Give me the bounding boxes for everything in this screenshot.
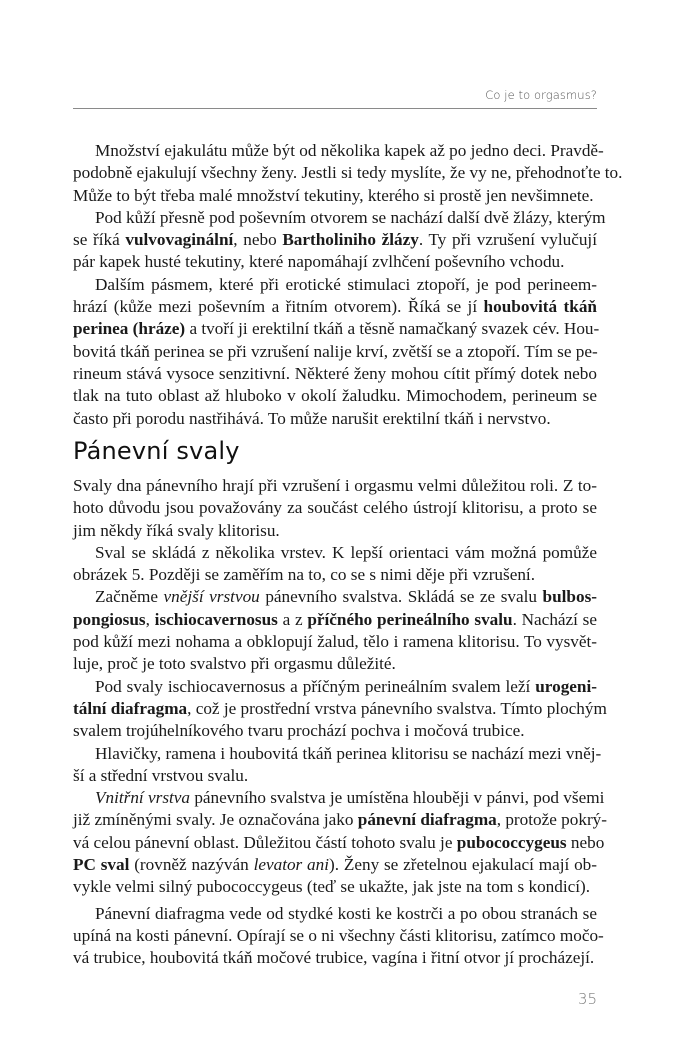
text-run: pár kapek husté tekutiny, které napomáhají zvlhčení poševního vchodu. bbox=[73, 252, 565, 272]
body-text-pelvic-muscles bbox=[73, 475, 607, 970]
text-run: hoto důvodu jsou považovány za součást celého ústrojí klitorisu, a proto se bbox=[73, 498, 597, 518]
text-line bbox=[73, 274, 597, 296]
paragraph bbox=[73, 787, 607, 898]
text-run: a tvoří ji erektilní tkáň a těsně namačkaný svazek cév. Hou- bbox=[185, 319, 600, 339]
text-line bbox=[73, 475, 597, 497]
text-line bbox=[73, 497, 597, 519]
text-line bbox=[73, 520, 597, 542]
page-number: 35 bbox=[577, 990, 597, 1008]
bold-term: příčného perineálního svalu bbox=[307, 609, 513, 629]
text-line bbox=[73, 832, 605, 854]
text-run: , nebo bbox=[233, 230, 283, 250]
text-run: . Nachází se bbox=[512, 609, 597, 629]
text-run: luje, proč je toto svalstvo při orgasmu důležité. bbox=[73, 654, 396, 674]
bold-term: pubococcygeus bbox=[456, 832, 567, 852]
paragraph bbox=[73, 542, 597, 587]
text-run: pánevního svalstva je umístěna hlouběji v pánvi, pod všemi bbox=[190, 788, 605, 808]
paragraph bbox=[73, 207, 606, 274]
text-run: Pod svaly ischiocavernosus a příčným perineálním svalem leží bbox=[95, 676, 536, 696]
text-run: svalem trojúhelníkového tvaru prochází pochva i močová trubice. bbox=[73, 721, 525, 741]
body-text-intro bbox=[73, 140, 623, 430]
text-line bbox=[73, 809, 607, 831]
text-run: , což je prostřední vrstva pánevního svalstva. Tímto plochým bbox=[187, 698, 607, 718]
paragraph bbox=[73, 903, 604, 970]
text-line bbox=[73, 140, 604, 162]
text-line bbox=[73, 363, 597, 385]
bold-term: Bartholiniho žlázy bbox=[282, 230, 419, 250]
text-line bbox=[73, 251, 597, 273]
bold-term: pongiosus bbox=[73, 609, 146, 629]
text-line bbox=[73, 765, 597, 787]
text-run: vykle velmi silný pubococcygeus (teď se ukažte, jak jste na tom s kondicí). bbox=[73, 877, 591, 897]
text-line bbox=[73, 207, 606, 229]
text-line bbox=[73, 162, 623, 184]
text-run: často při porodu nastřihává. To může narušit erektilní tkáň i nervstvo. bbox=[73, 408, 551, 428]
text-line bbox=[73, 653, 597, 675]
bold-term: vulvovaginální bbox=[125, 230, 234, 250]
text-line bbox=[73, 876, 597, 898]
text-run: rineum stává vysoce senzitivní. Některé ženy mohou cítit přímý dotek nebo bbox=[73, 363, 597, 383]
paragraph bbox=[73, 743, 602, 788]
text-line bbox=[73, 743, 602, 765]
text-run: pánevního svalstva. Skládá se ze svalu bbox=[259, 587, 543, 607]
text-run: se říká bbox=[73, 230, 126, 250]
italic-term: Vnitřní vrstva bbox=[95, 788, 191, 808]
text-run: . Ty při vzrušení vylučují bbox=[418, 230, 597, 250]
text-line bbox=[73, 296, 597, 318]
text-run: Pánevní diafragma vede od stydké kosti ke kostrči a po obou stranách se bbox=[95, 903, 597, 923]
text-line bbox=[73, 698, 607, 720]
text-run: upíná na kosti pánevní. Opírají se o ni všechny části klitorisu, zatímco močo- bbox=[73, 925, 604, 945]
paragraph bbox=[73, 274, 600, 430]
text-run: jim někdy říká svaly klitorisu. bbox=[73, 520, 280, 540]
text-run: vá celou pánevní oblast. Důležitou částí tohoto svalu je bbox=[73, 832, 457, 852]
text-run: hrází (kůže mezi poševním a řitním otvorem). Říká se jí bbox=[73, 297, 484, 317]
text-run: pod kůží mezi nohama a obklopují žalud, tělo i ramena klitorisu. To vysvět- bbox=[73, 632, 597, 652]
text-run: , bbox=[145, 609, 155, 629]
text-line bbox=[73, 564, 597, 586]
running-header bbox=[73, 86, 597, 109]
text-line bbox=[73, 947, 597, 969]
text-line bbox=[73, 676, 597, 698]
text-line bbox=[73, 854, 597, 876]
text-run: Množství ejakulátu může být od několika kapek až po jedno deci. Pravdě- bbox=[95, 141, 604, 160]
bold-term: pánevní diafragma bbox=[357, 810, 497, 830]
section-heading: Pánevní svaly bbox=[73, 437, 240, 465]
text-line bbox=[73, 318, 600, 340]
text-run: Může to být třeba malé množství tekutiny, kterého si prostě jen nevšimnete. bbox=[73, 185, 594, 205]
paragraph bbox=[73, 586, 597, 675]
bold-term: tální diafragma bbox=[73, 698, 188, 718]
text-run: Začněme bbox=[95, 587, 164, 607]
text-line bbox=[73, 925, 604, 947]
text-run: bovitá tkáň perinea se při vzrušení nalije krví, zvětší se a ztopoří. Tím se pe- bbox=[73, 341, 598, 361]
italic-term: levator ani bbox=[253, 855, 330, 875]
text-line bbox=[73, 542, 597, 564]
text-run: Dalším pásmem, které při erotické stimulaci ztopoří, je pod perineem- bbox=[95, 274, 597, 294]
text-line bbox=[73, 408, 597, 430]
text-run: vá trubice, houbovitá tkáň močové trubice, vagína i řitní otvor jí procházejí. bbox=[73, 948, 595, 968]
paragraph bbox=[73, 475, 597, 542]
text-run: Pod kůží přesně pod poševním otvorem se nachází další dvě žlázy, kterým bbox=[95, 207, 606, 227]
text-run: Sval se skládá z několika vrstev. K lepší orientaci vám možná pomůže bbox=[95, 542, 597, 562]
text-run: Svaly dna pánevního hrají při vzrušení i orgasmu velmi důležitou roli. Z to- bbox=[73, 476, 597, 495]
bold-term: bulbos- bbox=[542, 587, 597, 607]
text-line bbox=[73, 385, 597, 407]
paragraph bbox=[73, 140, 623, 207]
text-line bbox=[73, 609, 597, 631]
text-line bbox=[73, 229, 597, 251]
text-line bbox=[73, 903, 597, 925]
text-run: ). Ženy se zřetelnou ejakulací mají ob- bbox=[329, 855, 597, 875]
text-line bbox=[73, 586, 597, 608]
paragraph bbox=[73, 676, 607, 743]
text-run: nebo bbox=[566, 832, 605, 852]
text-line bbox=[73, 185, 597, 207]
text-run: tlak na tuto oblast až hluboko v okolí žaludku. Mimochodem, perineum se bbox=[73, 386, 597, 406]
bold-term: perinea (hráze) bbox=[73, 319, 186, 339]
text-run: Hlavičky, ramena i houbovitá tkáň perinea klitorisu se nachází mezi vněj- bbox=[95, 743, 602, 763]
text-line bbox=[73, 341, 597, 363]
text-run: podobně ejakulují všechny ženy. Jestli si tedy myslíte, že vy ne, přehodnoťte to. bbox=[73, 163, 623, 183]
text-line bbox=[73, 631, 597, 653]
bold-term: urogeni- bbox=[535, 676, 597, 696]
running-header-title: Co je to orgasmus? bbox=[485, 88, 597, 102]
bold-term: PC sval bbox=[73, 855, 130, 875]
italic-term: vnější vrstvou bbox=[163, 587, 260, 607]
text-line bbox=[73, 720, 597, 742]
text-run: již zmíněnými svaly. Je označována jako bbox=[73, 810, 358, 830]
text-run: , protože pokrý- bbox=[496, 810, 607, 830]
text-line bbox=[73, 787, 605, 809]
text-run: (rovněž nazýván bbox=[129, 855, 254, 875]
text-run: ší a střední vrstvou svalu. bbox=[73, 765, 249, 785]
text-run: a z bbox=[277, 609, 308, 629]
text-run: obrázek 5. Později se zaměřím na to, co se s nimi děje při vzrušení. bbox=[73, 565, 536, 585]
bold-term: houbovitá tkáň bbox=[483, 297, 597, 317]
bold-term: ischiocavernosus bbox=[154, 609, 278, 629]
